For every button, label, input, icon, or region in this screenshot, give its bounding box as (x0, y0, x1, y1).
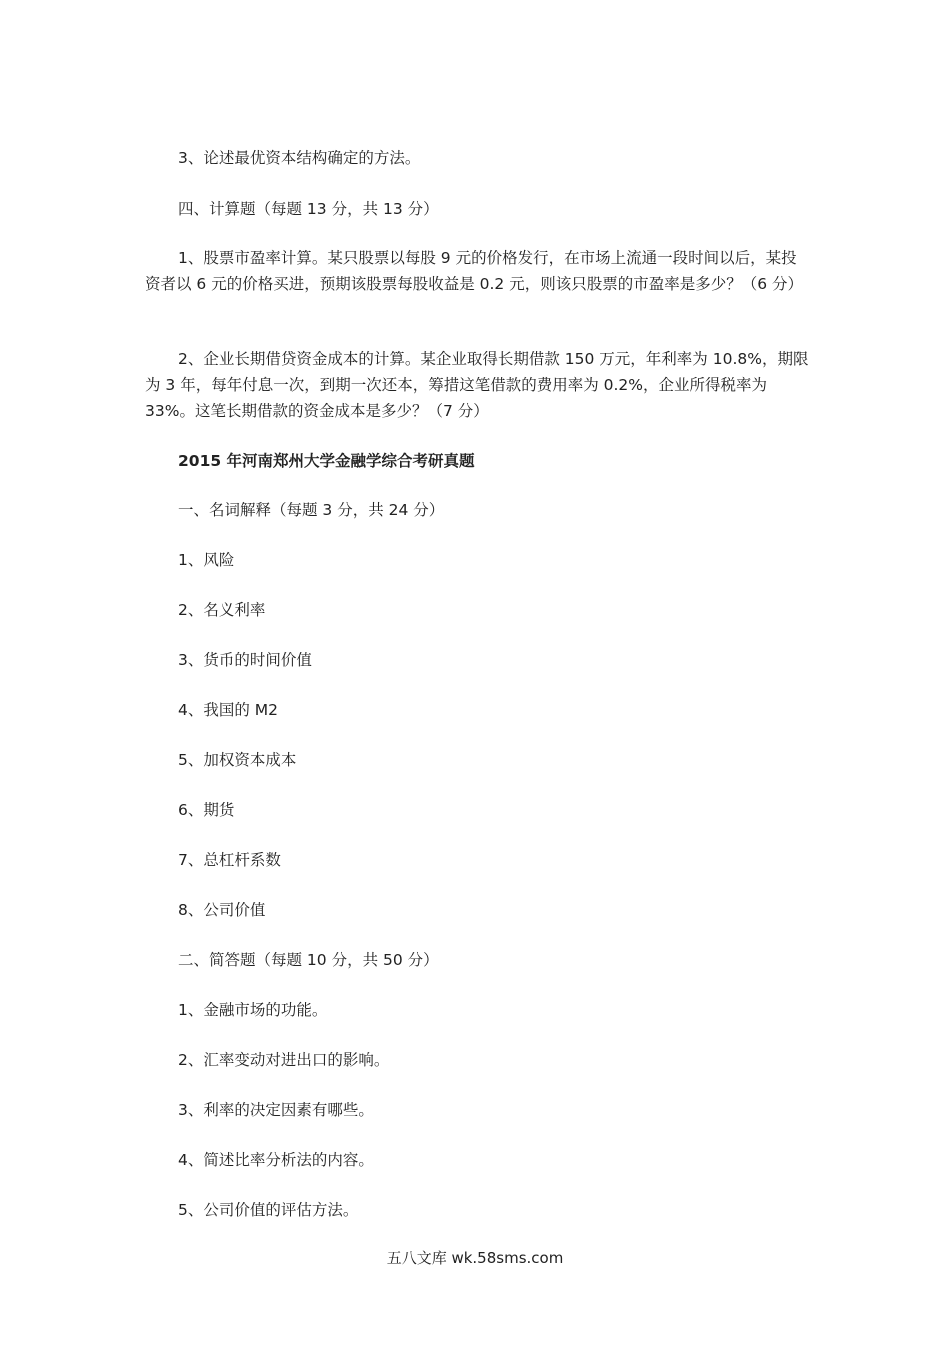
calc-question-2: 2、企业长期借贷资金成本的计算。某企业取得长期借款 150 万元，年利率为 10.8%，期限为 3 年，每年付息一次，到期一次还本，筹措这笔借款的费用率为 0.2%，企业所得税率为 33%。这笔长期借款的资金成本是多少？（7 分） (145, 350, 809, 420)
section-4-title: 四、计算题（每题 13 分，共 13 分） (178, 200, 439, 218)
calc-question-1: 1、股票市盈率计算。某只股票以每股 9 元的价格发行，在市场上流通一段时间以后，某投资者以 6 元的价格买进，预期该股票每股收益是 0.2 元，则该只股票的市盈率是多少？（6 分） (145, 249, 804, 293)
short-answer-item: 3、利率的决定因素有哪些。 (178, 1101, 374, 1119)
term-item: 2、名义利率 (178, 601, 266, 619)
section-1-title: 一、名词解释（每题 3 分，共 24 分） (178, 501, 445, 519)
term-item: 5、加权资本成本 (178, 751, 297, 769)
term-item: 1、风险 (178, 551, 235, 569)
term-item: 6、期货 (178, 801, 235, 819)
short-answer-item: 4、简述比率分析法的内容。 (178, 1151, 374, 1169)
question-3-essay: 3、论述最优资本结构确定的方法。 (178, 149, 421, 167)
exam-title: 2015 年河南郑州大学金融学综合考研真题 (178, 452, 475, 470)
term-item: 8、公司价值 (178, 901, 266, 919)
section-2-title: 二、简答题（每题 10 分，共 50 分） (178, 951, 439, 969)
term-item: 7、总杠杆系数 (178, 851, 281, 869)
short-answer-item: 1、金融市场的功能。 (178, 1001, 328, 1019)
short-answer-item: 2、汇率变动对进出口的影响。 (178, 1051, 390, 1069)
page-footer: 五八文库 wk.58sms.com (386, 1249, 564, 1267)
short-answer-item: 5、公司价值的评估方法。 (178, 1201, 359, 1219)
term-item: 3、货币的时间价值 (178, 651, 312, 669)
term-item: 4、我国的 M2 (178, 701, 279, 719)
